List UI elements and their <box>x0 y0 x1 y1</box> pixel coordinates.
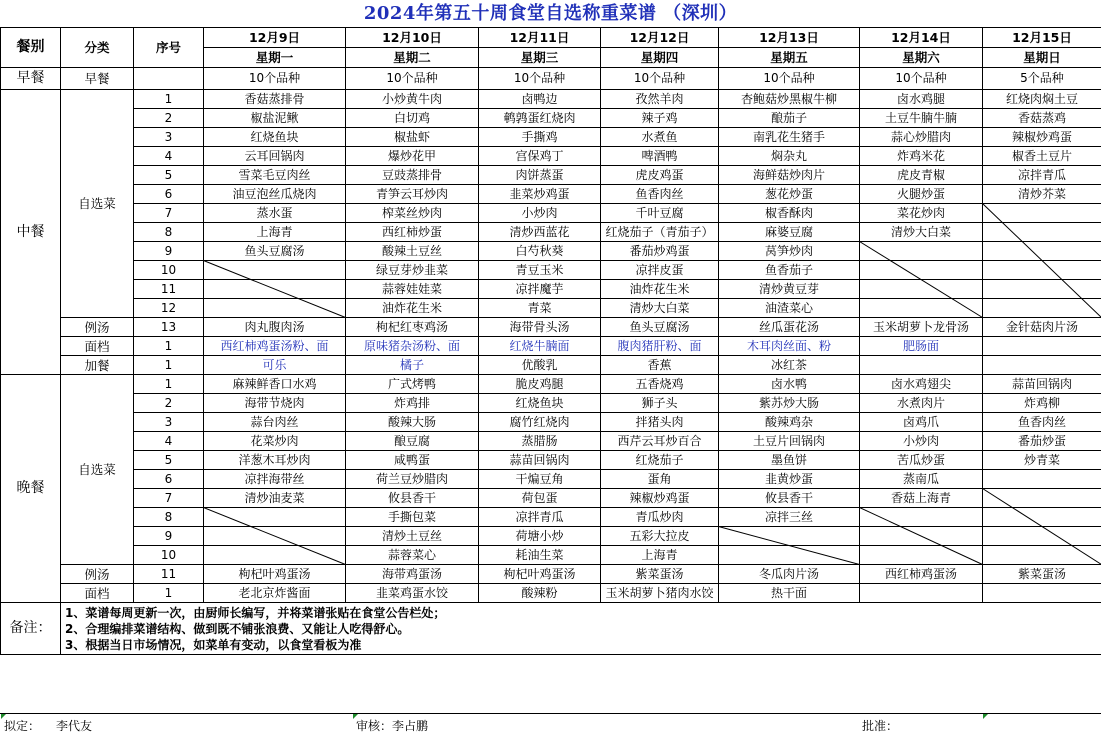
dinner-row <box>1 470 1101 489</box>
lunch-row <box>1 185 1101 204</box>
dish-cell <box>860 242 983 261</box>
lunch-row <box>1 242 1101 261</box>
dish-cell: 辣椒炒鸡蛋 <box>601 489 719 508</box>
dish-cell: 杏鲍菇炒黑椒牛柳 <box>719 90 860 109</box>
dish-cell: 青菜 <box>479 299 601 318</box>
dish-cell: 虎皮青椒 <box>860 166 983 185</box>
dish-cell: 云耳回锅肉 <box>204 147 346 166</box>
dish-cell: 韭菜鸡蛋水饺 <box>346 584 479 603</box>
dinner-row <box>1 451 1101 470</box>
dish-cell: 酿茄子 <box>719 109 860 128</box>
dinner-soup-row <box>1 565 1101 584</box>
dish-cell: 鹌鹑蛋红烧肉 <box>479 109 601 128</box>
category-noodle: 面档 <box>61 584 134 603</box>
dish-cell: 凉拌青瓜 <box>983 166 1101 185</box>
lunch-row <box>1 147 1101 166</box>
notes-row <box>1 603 1101 655</box>
lunch-row <box>1 261 1101 280</box>
dish-cell: 香菇蒸鸡 <box>983 109 1101 128</box>
page-title: 2024年第五十周食堂自选称重菜谱 （深圳） <box>0 0 1101 28</box>
dish-cell: 玉米胡萝卜猪肉水饺 <box>601 584 719 603</box>
dish-cell: 辣子鸡 <box>601 109 719 128</box>
dish-cell: 鱼香肉丝 <box>601 185 719 204</box>
weekday-header: 星期六 <box>860 48 983 68</box>
dish-cell: 红烧茄子（青茄子） <box>601 223 719 242</box>
dish-cell: 榨菜丝炒肉 <box>346 204 479 223</box>
dish-cell: 凉拌皮蛋 <box>601 261 719 280</box>
lunch-row <box>1 90 1101 109</box>
dish-index: 5 <box>134 166 204 185</box>
dish-cell: 香菇上海青 <box>860 489 983 508</box>
dish-cell: 冬瓜肉片汤 <box>719 565 860 584</box>
dish-cell: 莴笋炒肉 <box>719 242 860 261</box>
dish-cell: 麻婆豆腐 <box>719 223 860 242</box>
dish-cell: 金针菇肉片汤 <box>983 318 1101 337</box>
dish-cell: 攸县香干 <box>346 489 479 508</box>
dish-index: 1 <box>134 356 204 375</box>
dish-cell: 热干面 <box>719 584 860 603</box>
dish-cell <box>983 204 1101 223</box>
dish-cell: 炸鸡排 <box>346 394 479 413</box>
dish-cell: 丝瓜蛋花汤 <box>719 318 860 337</box>
dish-index: 9 <box>134 527 204 546</box>
date-header: 12月11日 <box>479 28 601 48</box>
dish-cell: 小炒肉 <box>860 432 983 451</box>
drafted-label: 拟定： <box>4 717 40 734</box>
dish-cell: 爆炒花甲 <box>346 147 479 166</box>
dish-cell <box>719 527 860 546</box>
dish-cell: 五彩大拉皮 <box>601 527 719 546</box>
lunch-row <box>1 128 1101 147</box>
dish-cell: 手撕包菜 <box>346 508 479 527</box>
dish-cell: 青豆玉米 <box>479 261 601 280</box>
cell-comment-marker <box>983 714 988 719</box>
dish-cell: 葱花炒蛋 <box>719 185 860 204</box>
dish-cell: 韭黄炒蛋 <box>719 470 860 489</box>
dish-cell <box>983 299 1101 318</box>
header-row-dates <box>1 28 1101 48</box>
dish-cell: 鱼头豆腐汤 <box>601 318 719 337</box>
dish-index: 8 <box>134 223 204 242</box>
dish-cell: 蒜蓉娃娃菜 <box>346 280 479 299</box>
dish-cell <box>860 280 983 299</box>
note-line: 2、合理编排菜谱结构、做到既不铺张浪费、又能让人吃得舒心。 <box>65 621 1101 637</box>
category-noodle: 面档 <box>61 337 134 356</box>
dish-cell: 紫菜蛋汤 <box>983 565 1101 584</box>
dish-cell: 红烧鱼块 <box>479 394 601 413</box>
dish-cell <box>204 261 346 280</box>
dish-cell: 白芍秋葵 <box>479 242 601 261</box>
dish-cell: 炸鸡柳 <box>983 394 1101 413</box>
weekday-header: 星期一 <box>204 48 346 68</box>
breakfast-count: 10个品种 <box>479 68 601 90</box>
dish-cell: 酸辣大肠 <box>346 413 479 432</box>
dish-cell: 卤水鸡翅尖 <box>860 375 983 394</box>
category-breakfast: 早餐 <box>61 68 134 90</box>
dish-cell: 广式烤鸭 <box>346 375 479 394</box>
dish-cell: 清炒西蓝花 <box>479 223 601 242</box>
dish-cell <box>983 356 1101 375</box>
dish-index: 5 <box>134 451 204 470</box>
dish-cell: 清炒大白菜 <box>860 223 983 242</box>
dish-index: 7 <box>134 204 204 223</box>
date-header: 12月9日 <box>204 28 346 48</box>
dish-index: 11 <box>134 565 204 584</box>
dish-cell: 枸杞红枣鸡汤 <box>346 318 479 337</box>
weekday-header: 星期四 <box>601 48 719 68</box>
breakfast-count: 10个品种 <box>601 68 719 90</box>
dish-cell <box>983 508 1101 527</box>
dish-index: 1 <box>134 337 204 356</box>
dish-cell: 西红柿鸡蛋汤粉、面 <box>204 337 346 356</box>
category-soup: 例汤 <box>61 318 134 337</box>
dish-cell: 水煮鱼 <box>601 128 719 147</box>
weekday-header: 星期五 <box>719 48 860 68</box>
dish-cell: 凉拌魔芋 <box>479 280 601 299</box>
cell-comment-marker <box>353 714 358 719</box>
dish-cell: 绿豆芽炒韭菜 <box>346 261 479 280</box>
dish-cell: 鱼头豆腐汤 <box>204 242 346 261</box>
dish-cell: 蒸水蛋 <box>204 204 346 223</box>
dish-cell: 拌猪头肉 <box>601 413 719 432</box>
index-cell <box>134 68 204 90</box>
dinner-row <box>1 375 1101 394</box>
weekday-header: 星期日 <box>983 48 1101 68</box>
breakfast-count: 10个品种 <box>860 68 983 90</box>
meal-dinner: 晚餐 <box>1 375 61 603</box>
dish-cell: 蒜苗回锅肉 <box>479 451 601 470</box>
dish-cell: 狮子头 <box>601 394 719 413</box>
lunch-row <box>1 166 1101 185</box>
dish-cell: 干煸豆角 <box>479 470 601 489</box>
dish-cell: 洋葱木耳炒肉 <box>204 451 346 470</box>
dish-cell: 宫保鸡丁 <box>479 147 601 166</box>
category-dinner-self: 自选菜 <box>61 375 134 565</box>
dish-cell: 辣椒炒鸡蛋 <box>983 128 1101 147</box>
dish-cell: 番茄炒蛋 <box>983 432 1101 451</box>
dish-cell: 炒青菜 <box>983 451 1101 470</box>
dish-index: 12 <box>134 299 204 318</box>
breakfast-row <box>1 68 1101 90</box>
category-soup: 例汤 <box>61 565 134 584</box>
dish-cell: 海带骨头汤 <box>479 318 601 337</box>
dish-cell: 凉拌海带丝 <box>204 470 346 489</box>
dish-index: 4 <box>134 147 204 166</box>
dish-cell: 小炒肉 <box>479 204 601 223</box>
dish-cell <box>204 280 346 299</box>
dish-cell <box>860 356 983 375</box>
dish-cell: 啤酒鸭 <box>601 147 719 166</box>
dinner-row <box>1 413 1101 432</box>
dinner-row <box>1 508 1101 527</box>
dish-cell: 苦瓜炒蛋 <box>860 451 983 470</box>
dish-cell: 蒜苗回锅肉 <box>983 375 1101 394</box>
date-header: 12月12日 <box>601 28 719 48</box>
dish-cell: 海带节烧肉 <box>204 394 346 413</box>
dish-cell: 木耳肉丝面、粉 <box>719 337 860 356</box>
dish-cell: 卤水鸭 <box>719 375 860 394</box>
dish-cell <box>204 527 346 546</box>
dish-cell: 虎皮鸡蛋 <box>601 166 719 185</box>
dish-cell <box>204 508 346 527</box>
dish-index: 6 <box>134 470 204 489</box>
dish-cell: 红烧鱼块 <box>204 128 346 147</box>
dish-cell: 咸鸭蛋 <box>346 451 479 470</box>
date-header: 12月13日 <box>719 28 860 48</box>
dish-cell <box>983 280 1101 299</box>
dish-cell: 枸杞叶鸡蛋汤 <box>204 565 346 584</box>
dish-cell: 肥肠面 <box>860 337 983 356</box>
dish-cell: 卤鸭边 <box>479 90 601 109</box>
meal-breakfast: 早餐 <box>1 68 61 90</box>
dish-index: 6 <box>134 185 204 204</box>
dish-cell: 酸辣土豆丝 <box>346 242 479 261</box>
dish-index: 13 <box>134 318 204 337</box>
dish-index: 1 <box>134 584 204 603</box>
dish-cell: 脆皮鸡腿 <box>479 375 601 394</box>
dish-cell <box>204 299 346 318</box>
dish-cell: 韭菜炒鸡蛋 <box>479 185 601 204</box>
dish-cell: 蒸南瓜 <box>860 470 983 489</box>
dish-index: 2 <box>134 394 204 413</box>
dish-cell: 蒜心炒腊肉 <box>860 128 983 147</box>
dish-cell <box>983 337 1101 356</box>
category-lunch-self: 自选菜 <box>61 90 134 318</box>
dish-cell: 荷塘小炒 <box>479 527 601 546</box>
dish-cell: 紫菜蛋汤 <box>601 565 719 584</box>
category-header: 分类 <box>61 28 134 68</box>
dish-cell: 酸辣粉 <box>479 584 601 603</box>
dish-cell: 枸杞叶鸡蛋汤 <box>479 565 601 584</box>
dish-cell: 荷包蛋 <box>479 489 601 508</box>
dinner-row <box>1 546 1101 565</box>
dish-cell: 椒盐泥鳅 <box>204 109 346 128</box>
dish-cell: 海鲜菇炒肉片 <box>719 166 860 185</box>
index-header: 序号 <box>134 28 204 68</box>
dish-cell: 红烧肉焖土豆 <box>983 90 1101 109</box>
dinner-row <box>1 432 1101 451</box>
dish-cell: 卤水鸡腿 <box>860 90 983 109</box>
dish-cell: 青笋云耳炒肉 <box>346 185 479 204</box>
dish-cell: 凉拌青瓜 <box>479 508 601 527</box>
dish-cell: 土豆片回锅肉 <box>719 432 860 451</box>
dish-cell: 五香烧鸡 <box>601 375 719 394</box>
dish-cell: 老北京炸酱面 <box>204 584 346 603</box>
dish-cell: 小炒黄牛肉 <box>346 90 479 109</box>
dish-cell: 海带鸡蛋汤 <box>346 565 479 584</box>
dish-cell: 火腿炒蛋 <box>860 185 983 204</box>
dish-cell: 香蕉 <box>601 356 719 375</box>
dish-cell <box>860 299 983 318</box>
date-header: 12月14日 <box>860 28 983 48</box>
note-line: 1、菜谱每周更新一次，由厨师长编写，并将菜谱张贴在食堂公告栏处； <box>65 605 1101 621</box>
dish-cell: 腐竹红烧肉 <box>479 413 601 432</box>
dish-cell: 白切鸡 <box>346 109 479 128</box>
breakfast-count: 10个品种 <box>719 68 860 90</box>
notes-label: 备注： <box>1 603 61 655</box>
dish-cell <box>983 470 1101 489</box>
dish-cell: 番茄炒鸡蛋 <box>601 242 719 261</box>
drafted-name: 李代友 <box>56 717 92 734</box>
dish-cell <box>983 223 1101 242</box>
dish-index: 3 <box>134 413 204 432</box>
cell-comment-marker <box>1 714 6 719</box>
dish-index: 10 <box>134 546 204 565</box>
dish-cell <box>860 584 983 603</box>
reviewed-by: 审核：李占鹏 <box>356 717 428 734</box>
dish-cell: 清炒芥菜 <box>983 185 1101 204</box>
dish-cell <box>983 584 1101 603</box>
dish-cell: 西芹云耳炒百合 <box>601 432 719 451</box>
breakfast-count: 5个品种 <box>983 68 1101 90</box>
approved-by: 批准： <box>862 717 898 734</box>
dish-cell: 肉丸腹肉汤 <box>204 318 346 337</box>
dinner-row <box>1 394 1101 413</box>
dish-cell <box>860 261 983 280</box>
dish-cell: 蒜台肉丝 <box>204 413 346 432</box>
dish-cell: 红烧茄子 <box>601 451 719 470</box>
dish-cell: 油豆泡丝瓜烧肉 <box>204 185 346 204</box>
dish-cell: 鱼香茄子 <box>719 261 860 280</box>
dish-cell: 可乐 <box>204 356 346 375</box>
weekday-header: 星期二 <box>346 48 479 68</box>
dish-cell: 椒香土豆片 <box>983 147 1101 166</box>
breakfast-count: 10个品种 <box>204 68 346 90</box>
sign-off-bar <box>0 713 1101 735</box>
dish-cell: 油炸花生米 <box>601 280 719 299</box>
dish-cell: 红烧牛腩面 <box>479 337 601 356</box>
dish-cell: 耗油生菜 <box>479 546 601 565</box>
dish-index: 8 <box>134 508 204 527</box>
dish-cell: 原味猪杂汤粉、面 <box>346 337 479 356</box>
dish-cell: 冰红茶 <box>719 356 860 375</box>
breakfast-count: 10个品种 <box>346 68 479 90</box>
dish-cell: 水煮肉片 <box>860 394 983 413</box>
dish-cell <box>983 242 1101 261</box>
dish-cell: 清炒土豆丝 <box>346 527 479 546</box>
dish-cell: 炸鸡米花 <box>860 147 983 166</box>
dish-index: 1 <box>134 375 204 394</box>
dish-index: 4 <box>134 432 204 451</box>
dish-cell: 紫苏炒大肠 <box>719 394 860 413</box>
lunch-row <box>1 299 1101 318</box>
dish-index: 1 <box>134 90 204 109</box>
dish-cell: 花菜炒肉 <box>204 432 346 451</box>
dish-cell: 清炒大白菜 <box>601 299 719 318</box>
dish-cell: 上海青 <box>601 546 719 565</box>
dish-cell <box>983 527 1101 546</box>
dish-cell <box>860 546 983 565</box>
dish-cell: 清炒油麦菜 <box>204 489 346 508</box>
category-extra: 加餐 <box>61 356 134 375</box>
dish-cell: 千叶豆腐 <box>601 204 719 223</box>
note-line: 3、根据当日市场情况，如菜单有变动，以食堂看板为准 <box>65 637 1101 653</box>
lunch-row <box>1 109 1101 128</box>
dish-cell: 麻辣鲜香口水鸡 <box>204 375 346 394</box>
date-header: 12月10日 <box>346 28 479 48</box>
dish-cell: 攸县香干 <box>719 489 860 508</box>
dish-cell: 雪菜毛豆肉丝 <box>204 166 346 185</box>
dish-cell <box>204 546 346 565</box>
dish-cell: 孜然羊肉 <box>601 90 719 109</box>
dish-cell <box>983 546 1101 565</box>
meal-lunch: 中餐 <box>1 90 61 375</box>
dish-cell: 清炒黄豆芽 <box>719 280 860 299</box>
dish-index: 3 <box>134 128 204 147</box>
dish-cell: 青瓜炒肉 <box>601 508 719 527</box>
dish-cell: 鱼香肉丝 <box>983 413 1101 432</box>
dinner-noodle-row <box>1 584 1101 603</box>
dish-cell <box>983 261 1101 280</box>
lunch-row <box>1 223 1101 242</box>
dish-index: 9 <box>134 242 204 261</box>
dish-cell: 凉拌三丝 <box>719 508 860 527</box>
dish-cell <box>860 527 983 546</box>
weekday-header: 星期三 <box>479 48 601 68</box>
dish-index: 2 <box>134 109 204 128</box>
dish-index: 11 <box>134 280 204 299</box>
dish-cell: 焖杂丸 <box>719 147 860 166</box>
dish-cell <box>860 508 983 527</box>
notes-text <box>61 603 1101 655</box>
dish-cell: 油炸花生米 <box>346 299 479 318</box>
dish-cell: 优酸乳 <box>479 356 601 375</box>
dish-cell: 酸辣鸡杂 <box>719 413 860 432</box>
dish-cell: 玉米胡萝卜龙骨汤 <box>860 318 983 337</box>
dish-cell: 西红柿炒蛋 <box>346 223 479 242</box>
dish-index: 10 <box>134 261 204 280</box>
dish-index: 7 <box>134 489 204 508</box>
dish-cell: 土豆牛腩牛腩 <box>860 109 983 128</box>
dish-cell: 椒盐虾 <box>346 128 479 147</box>
lunch-noodle-row <box>1 337 1101 356</box>
dish-cell: 橘子 <box>346 356 479 375</box>
date-header: 12月15日 <box>983 28 1101 48</box>
dish-cell <box>719 546 860 565</box>
lunch-row <box>1 204 1101 223</box>
dish-cell: 菜花炒肉 <box>860 204 983 223</box>
meal-header: 餐别 <box>1 28 61 68</box>
dish-cell: 南乳花生猪手 <box>719 128 860 147</box>
dinner-row <box>1 527 1101 546</box>
lunch-row <box>1 280 1101 299</box>
dish-cell: 豆豉蒸排骨 <box>346 166 479 185</box>
dish-cell: 卤鸡爪 <box>860 413 983 432</box>
dish-cell: 蛋角 <box>601 470 719 489</box>
lunch-extra-row <box>1 356 1101 375</box>
dish-cell: 西红柿鸡蛋汤 <box>860 565 983 584</box>
dish-cell: 腹肉猪肝粉、面 <box>601 337 719 356</box>
dish-cell: 墨鱼饼 <box>719 451 860 470</box>
dinner-row <box>1 489 1101 508</box>
dish-cell: 手撕鸡 <box>479 128 601 147</box>
dish-cell: 上海青 <box>204 223 346 242</box>
dish-cell: 荷兰豆炒腊肉 <box>346 470 479 489</box>
dish-cell: 油渣菜心 <box>719 299 860 318</box>
dish-cell <box>983 489 1101 508</box>
dish-cell: 椒香酥肉 <box>719 204 860 223</box>
dish-cell: 香菇蒸排骨 <box>204 90 346 109</box>
lunch-soup-row <box>1 318 1101 337</box>
menu-table <box>0 27 1101 655</box>
dish-cell: 蒜蓉菜心 <box>346 546 479 565</box>
dish-cell: 酿豆腐 <box>346 432 479 451</box>
dish-cell: 肉饼蒸蛋 <box>479 166 601 185</box>
dish-cell: 蒸腊肠 <box>479 432 601 451</box>
